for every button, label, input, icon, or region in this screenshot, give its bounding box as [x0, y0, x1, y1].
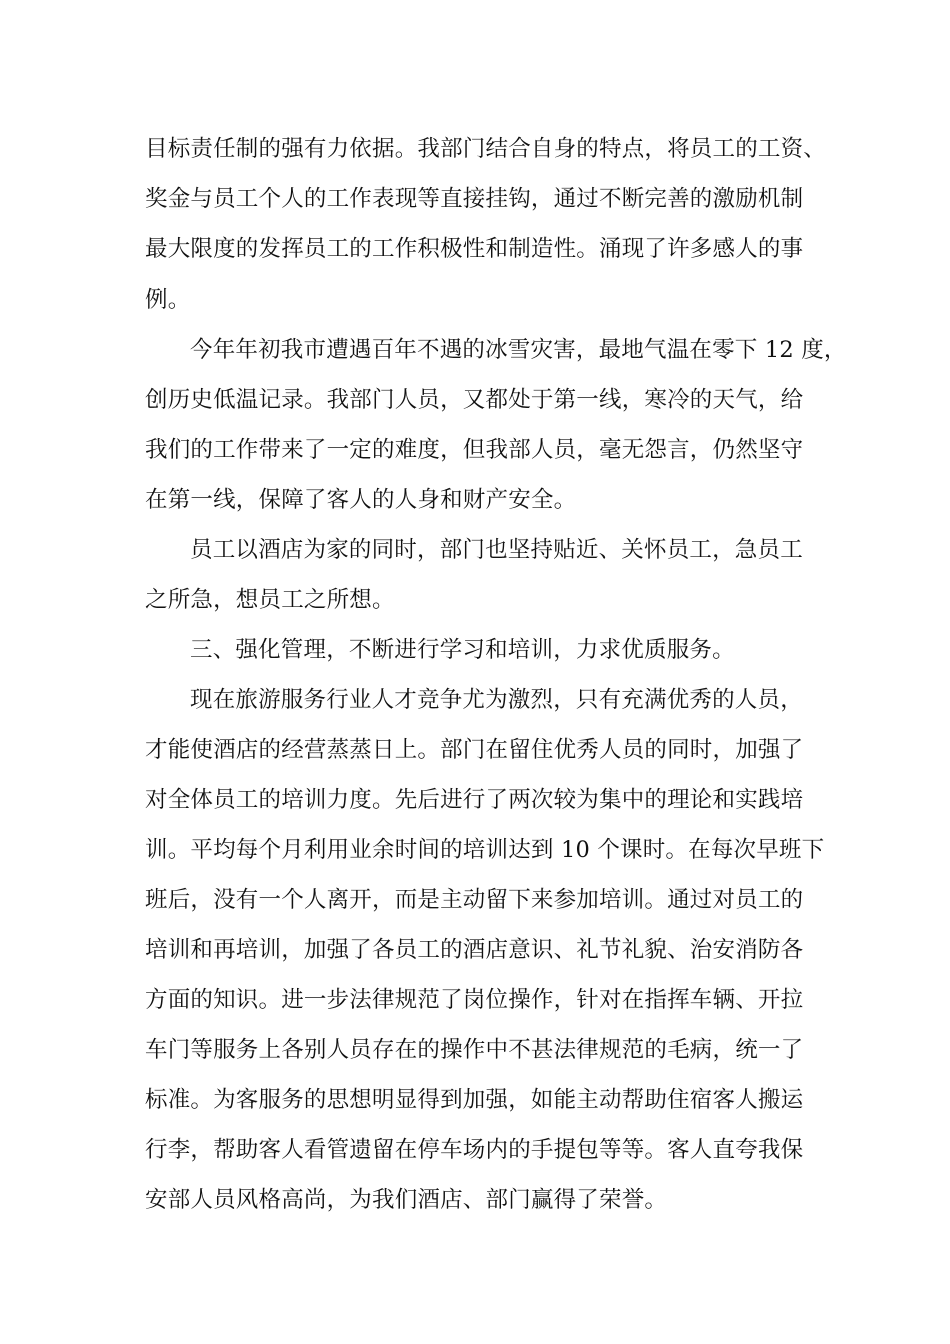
paragraph-first-line: 现在旅游服务行业人才竞争尤为激烈，只有充满优秀的人员， — [190, 687, 803, 713]
text-line: 我们的工作带来了一定的难度，但我部人员，毫无怨言，仍然坚守 — [145, 437, 804, 463]
paragraph-first-line: 员工以酒店为家的同时，部门也坚持贴近、关怀员工，急员工 — [190, 537, 803, 563]
text-line: 目标责任制的强有力依据。我部门结合自身的特点，将员工的工资、 — [145, 136, 827, 162]
text-line: 例。 — [145, 287, 191, 313]
text-line: 安部人员风格高尚，为我们酒店、部门赢得了荣誉。 — [145, 1187, 668, 1213]
text-line: 之所急，想员工之所想。 — [145, 587, 395, 613]
text-line: 奖金与员工个人的工作表现等直接挂钩，通过不断完善的激励机制 — [145, 186, 804, 212]
text-line: 创历史低温记录。我部门人员，又都处于第一线，寒冷的天气，给 — [145, 387, 804, 413]
text-line: 训。平均每个月利用业余时间的培训达到 10 个课时。在每次早班下 — [145, 837, 825, 863]
text-line: 行李，帮助客人看管遗留在停车场内的手提包等等。客人直夸我保 — [145, 1137, 804, 1163]
text-line: 班后，没有一个人离开，而是主动留下来参加培训。通过对员工的 — [145, 887, 804, 913]
text-line: 才能使酒店的经营蒸蒸日上。部门在留住优秀人员的同时，加强了 — [145, 737, 804, 763]
paragraph-first-line: 今年年初我市遭遇百年不遇的冰雪灾害，最地气温在零下 12 度， — [190, 337, 847, 363]
text-line: 车门等服务上各别人员存在的操作中不甚法律规范的毛病，统一了 — [145, 1037, 804, 1063]
section-heading: 三、强化管理，不断进行学习和培训，力求优质服务。 — [190, 637, 735, 663]
text-line: 方面的知识。进一步法律规范了岗位操作，针对在指挥车辆、开拉 — [145, 987, 804, 1013]
text-line: 培训和再培训，加强了各员工的酒店意识、礼节礼貌、治安消防各 — [145, 937, 804, 963]
text-line: 标准。为客服务的思想明显得到加强，如能主动帮助住宿客人搬运 — [145, 1087, 804, 1113]
text-line: 最大限度的发挥员工的工作积极性和制造性。涌现了许多感人的事 — [145, 236, 804, 262]
text-line: 在第一线，保障了客人的人身和财产安全。 — [145, 487, 577, 513]
text-line: 对全体员工的培训力度。先后进行了两次较为集中的理论和实践培 — [145, 787, 804, 813]
